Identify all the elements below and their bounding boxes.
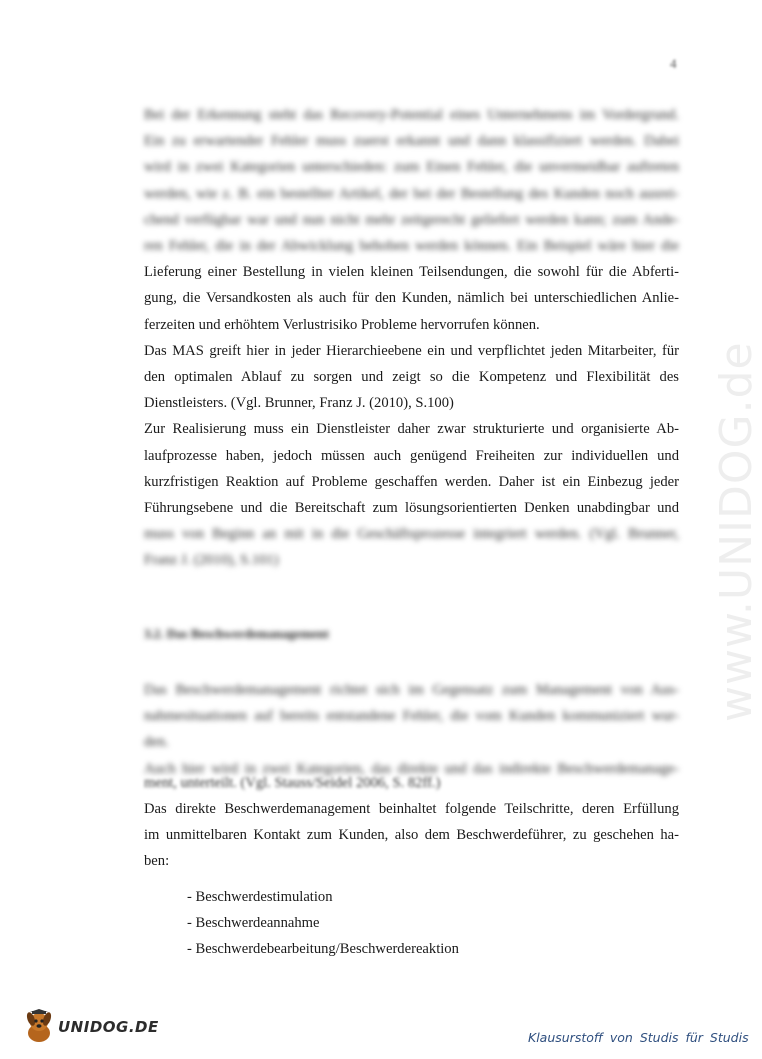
text-line: im unmittelbaren Kontakt zum Kunden, also dem Beschwerdeführer, zu geschehen ha-: [144, 827, 679, 844]
text-line: Bei der Erkennung steht das Recovery-Potential eines Unternehmens im Vordergrund.: [144, 107, 679, 123]
text-line: ben:: [144, 853, 170, 870]
page-number: 4: [670, 56, 677, 71]
text-line: muss von Beginn an mit in die Geschäftsprozesse integriert werden. (Vgl. Brunner,: [144, 526, 679, 543]
text-line: ferzeiten und erhöhtem Verlustrisiko Probleme hervorrufen können.: [144, 316, 540, 333]
text-line: Das direkte Beschwerdemanagement beinhaltet folgende Teilschritte, deren Erfüllung: [144, 801, 679, 818]
text-line: Ein zu erwartender Fehler muss zuerst erkannt und dann klassifiziert werden. Dabei: [144, 133, 679, 150]
text-line: chend verfügbar war und nun nicht mehr zeitgerecht geliefert werden kann; zum Ande-: [144, 211, 679, 228]
text-line: Zur Realisierung muss ein Dienstleister daher zwar strukturierte und organisierte Ab-: [144, 421, 679, 438]
text-line: ment, unterteilt. (Vgl. Stauss/Seidel 2006, S. 82ff.): [144, 774, 441, 791]
list-item: - Beschwerdebearbeitung/Beschwerdereaktion: [187, 941, 459, 958]
unidog-logo[interactable]: [22, 1008, 157, 1046]
text-line: ren Fehler, die in der Abwicklung behoben werden können. Ein Beispiel wäre hier die: [144, 238, 679, 255]
section-heading: 3.2. Das Beschwerdemanagement: [144, 626, 329, 641]
text-line: werden, wie z. B. ein bestellter Artikel, der bei der Bestellung des Kunden noch ausrei-: [144, 185, 679, 202]
text-line: gung, die Versandkosten als auch für den Kunden, nämlich bei unterschiedlichen Anlie-: [144, 290, 679, 307]
text-line: den.: [144, 734, 169, 751]
body-text-section-2: [144, 677, 679, 875]
watermark: www.UNIDOG.de: [711, 341, 762, 722]
dog-mascot-icon: [22, 1009, 56, 1045]
text-line: Dienstleisters. (Vgl. Brunner, Franz J. (2010), S.100): [144, 395, 454, 412]
body-text-section-1: [144, 102, 679, 574]
footer-tagline: Klausurstoff von Studis für Studis: [528, 1030, 749, 1045]
bullet-list: [187, 884, 459, 963]
text-line: Führungsebene und die Bereitschaft zum lösungsorientierten Denken unabdingbar und: [144, 500, 679, 517]
text-line: Das Beschwerdemanagement richtet sich im Gegensatz zum Management von Aus-: [144, 682, 679, 698]
text-line: nahmesituationen auf bereits entstandene Fehler, die vom Kunden kommuniziert wur-: [144, 708, 679, 725]
text-line: Franz J. (2010), S.101): [144, 552, 279, 569]
text-line: wird in zwei Kategorien unterschieden: zum Einen Fehler, die unvermeidbar auftreten: [144, 159, 679, 176]
text-line: laufprozesse haben, jedoch müssen auch genügend Freiheiten zur individuellen und: [144, 447, 679, 464]
logo-text: UNIDOG.DE: [58, 1018, 159, 1036]
text-line: Lieferung einer Bestellung in vielen kleinen Teilsendungen, die sowohl für die Abferti-: [144, 264, 679, 281]
text-line: Das MAS greift hier in jeder Hierarchieebene ein und verpflichtet jeden Mitarbeiter, für: [144, 342, 679, 359]
list-item: - Beschwerdeannahme: [187, 915, 320, 932]
text-line: Auch hier wird in zwei Kategorien, das direkte und das indirekte Beschwerdemanage-: [144, 760, 679, 777]
text-line: den optimalen Ablauf zu sorgen und zeigt so die Kompetenz und Flexibilität des: [144, 369, 679, 386]
text-line: kurzfristigen Reaktion auf Probleme geschaffen werden. Daher ist ein Einbezug jeder: [144, 473, 679, 490]
list-item: - Beschwerdestimulation: [187, 889, 333, 905]
